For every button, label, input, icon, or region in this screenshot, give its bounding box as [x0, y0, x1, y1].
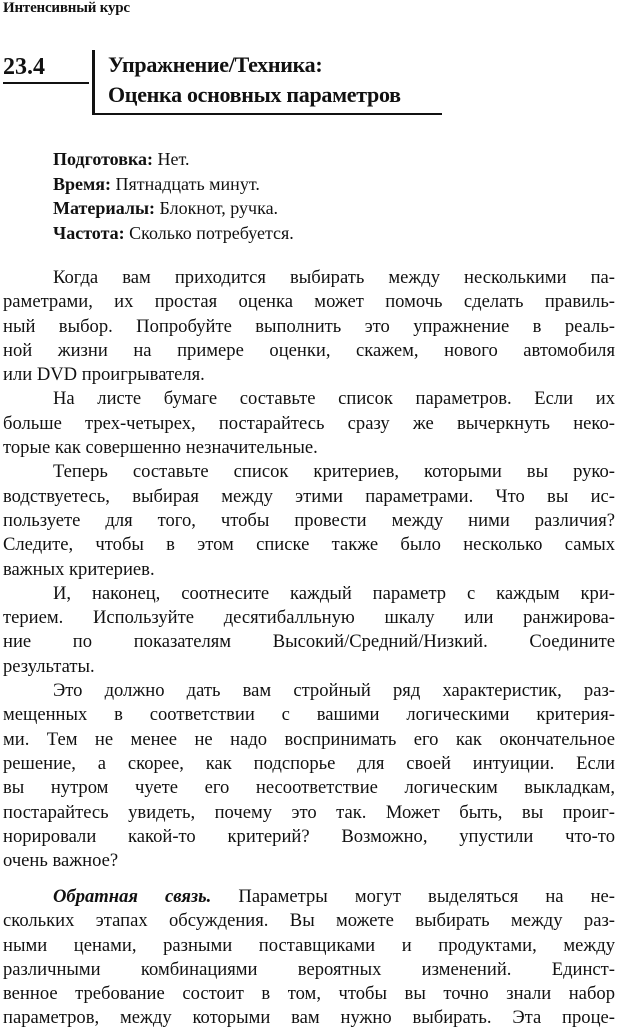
meta-value: Пятнадцать минут.	[111, 173, 260, 194]
text-line: мещенных в соответствии с вашими логическими критерия-	[3, 704, 615, 726]
feedback-section	[3, 885, 615, 1031]
text-line: ние по показателям Высокий/Средний/Низкий. Соедините	[3, 631, 615, 653]
text-line: решение, а скорее, как подспорье для своей интуиции. Если	[3, 752, 615, 774]
text-line: важных критериев.	[3, 558, 155, 580]
text-line: постарайтесь увидеть, почему это так. Может быть, вы проиг-	[3, 801, 615, 823]
text-line: очень важное?	[3, 850, 119, 872]
meta-key: Частота:	[53, 222, 125, 243]
meta-key: Материалы:	[53, 198, 156, 218]
text-line: или DVD проигрывателя.	[3, 364, 205, 386]
section-title-line-1: Упражнение/Техника:	[108, 52, 323, 77]
text-line: раметрами, их простая оценка может помочь сделать правиль-	[3, 291, 615, 313]
section-title-underline	[92, 113, 442, 115]
text-line: ными ценами, разными поставщиками и продуктами, между	[3, 934, 615, 956]
feedback-text: Параметры могут выделяться на не-	[211, 886, 615, 907]
meta-frequency	[53, 221, 294, 246]
text-line: ми. Тем не менее не надо воспринимать его как окончательное	[3, 728, 615, 750]
text-line: венное требование состоит в том, чтобы вы точно знали набор	[3, 983, 615, 1005]
feedback-label: Обратная связь.	[53, 886, 212, 907]
body-text	[3, 266, 615, 873]
text-line: На листе бумаге составьте список параметров. Если их	[53, 388, 615, 410]
text-line: Это должно дать вам стройный ряд характеристик, раз-	[53, 680, 615, 702]
text-line: вы нутром чуете его несоответствие логическим выкладкам,	[3, 777, 615, 799]
text-line: Теперь составьте список критериев, которыми вы руко-	[53, 461, 615, 483]
text-line: норировали какой-то критерий? Возможно, упустили что-то	[3, 825, 615, 847]
section-number: 23.4	[3, 52, 89, 84]
meta-key: Подготовка:	[53, 149, 154, 169]
text-line: скольких этапах обсуждения. Вы можете выбирать между раз-	[3, 910, 615, 932]
feedback-first-line	[3, 885, 615, 909]
text-line: пользуете для того, чтобы провести между ними различия?	[3, 509, 615, 531]
exercise-meta	[53, 147, 294, 245]
running-head: Интенсивный курс	[3, 0, 130, 16]
text-line: торые как совершенно незначительные.	[3, 437, 318, 459]
meta-time	[53, 172, 294, 197]
section-title	[108, 50, 401, 110]
text-line: ной жизни на примере оценки, скажем, нового автомобиля	[3, 339, 615, 361]
meta-value: Блокнот, ручка.	[155, 198, 279, 218]
text-line: параметров, между которыми вам нужно выбирать. Эта проце-	[3, 1007, 615, 1029]
text-line: Следите, чтобы в этом списке также было несколько самых	[3, 534, 615, 556]
text-line: И, наконец, соотнесите каждый параметр с каждым кри-	[53, 582, 615, 604]
text-line: терием. Используйте десятибалльную шкалу или ранжирова-	[3, 607, 615, 629]
text-line: водствуетесь, выбирая между этими параметрами. Что вы ис-	[3, 485, 615, 507]
text-line: больше трех-четырех, постарайтесь сразу же вычеркнуть неко-	[3, 412, 615, 434]
text-line: результаты.	[3, 655, 95, 677]
section-divider-bar	[92, 50, 95, 114]
text-line: различными комбинациями вероятных изменений. Единст-	[3, 958, 615, 980]
meta-key: Время:	[53, 173, 111, 194]
section-title-line-2: Оценка основных параметров	[108, 82, 401, 107]
meta-preparation	[53, 147, 294, 172]
text-line: ный выбор. Попробуйте выполнить это упражнение в реаль-	[3, 315, 615, 337]
meta-materials	[53, 196, 294, 221]
text-line: Когда вам приходится выбирать между несколькими па-	[53, 267, 615, 288]
meta-value: Сколько потребуется.	[124, 222, 294, 243]
meta-value: Нет.	[153, 149, 190, 169]
